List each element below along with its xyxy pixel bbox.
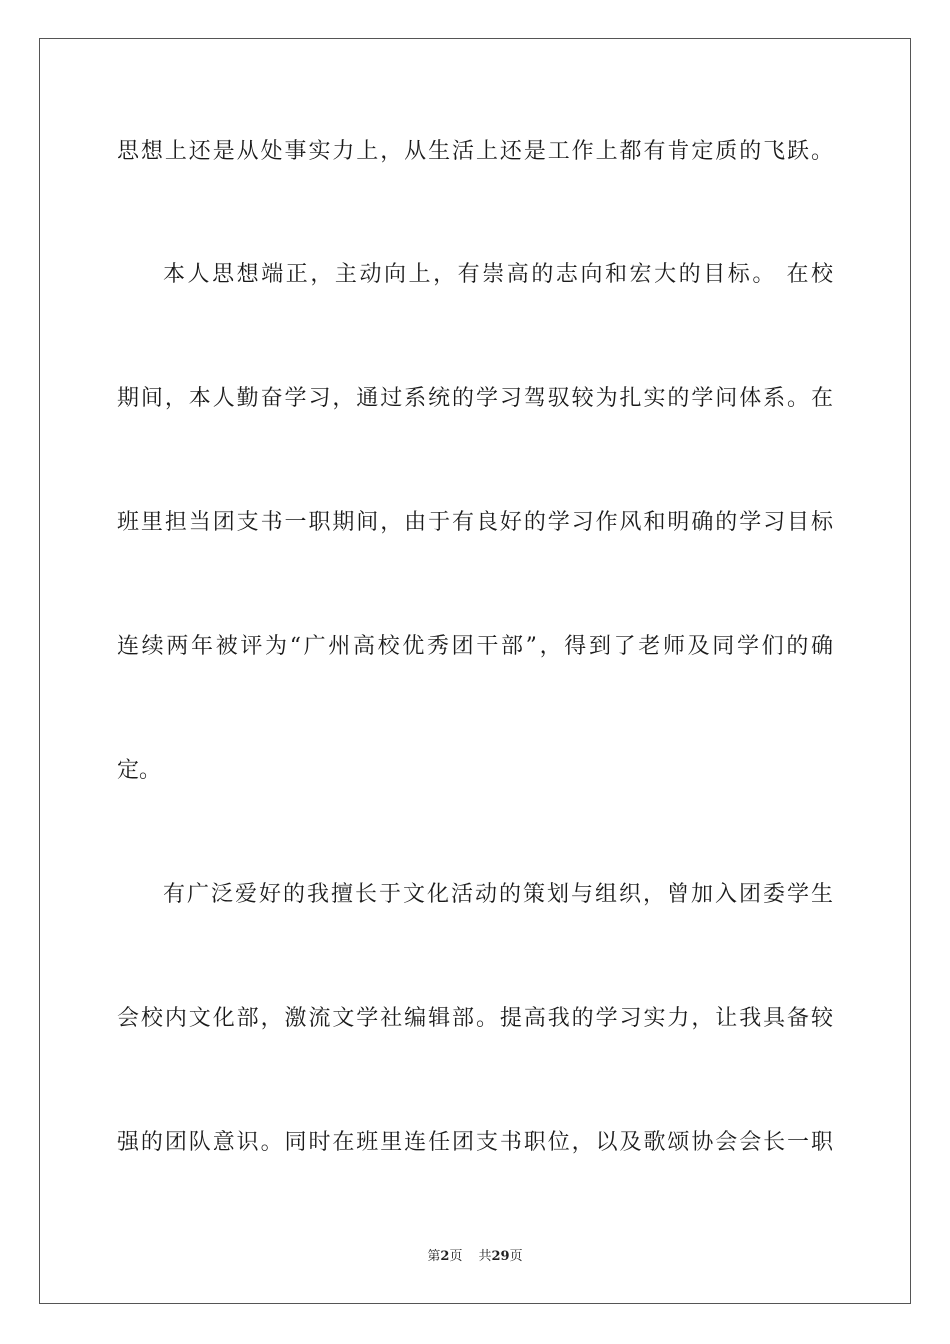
total-prefix: 共 [478, 1249, 492, 1264]
paragraph-line-9: 强的团队意识。同时在班里连任团支书职位，以及歌颂协会会长一职 [117, 1130, 833, 1155]
paragraph-line-8: 会校内文化部，激流文学社编辑部。提高我的学习实力，让我具备较 [117, 1006, 833, 1031]
page-footer [0, 1248, 950, 1266]
total-suffix: 页 [509, 1249, 523, 1264]
page-border [39, 38, 911, 1304]
paragraph-line-5: 连续两年被评为“广州高校优秀团干部”，得到了老师及同学们的确 [117, 634, 833, 659]
paragraph-line-2: 本人思想端正，主动向上，有崇高的志向和宏大的目标。 在校 [163, 262, 833, 287]
page-number: 2 [440, 1249, 450, 1264]
page-suffix: 页 [449, 1249, 463, 1264]
total-pages: 29 [491, 1249, 510, 1264]
paragraph-line-6: 定。 [117, 758, 162, 783]
page-prefix: 第 [427, 1249, 441, 1264]
paragraph-line-7: 有广泛爱好的我擅长于文化活动的策划与组织，曾加入团委学生 [163, 882, 833, 907]
paragraph-line-3: 期间，本人勤奋学习，通过系统的学习驾驭较为扎实的学问体系。在 [117, 386, 833, 411]
paragraph-line-1: 思想上还是从处事实力上，从生活上还是工作上都有肯定质的飞跃。 [117, 139, 833, 164]
paragraph-line-4: 班里担当团支书一职期间，由于有良好的学习作风和明确的学习目标 [117, 510, 833, 535]
